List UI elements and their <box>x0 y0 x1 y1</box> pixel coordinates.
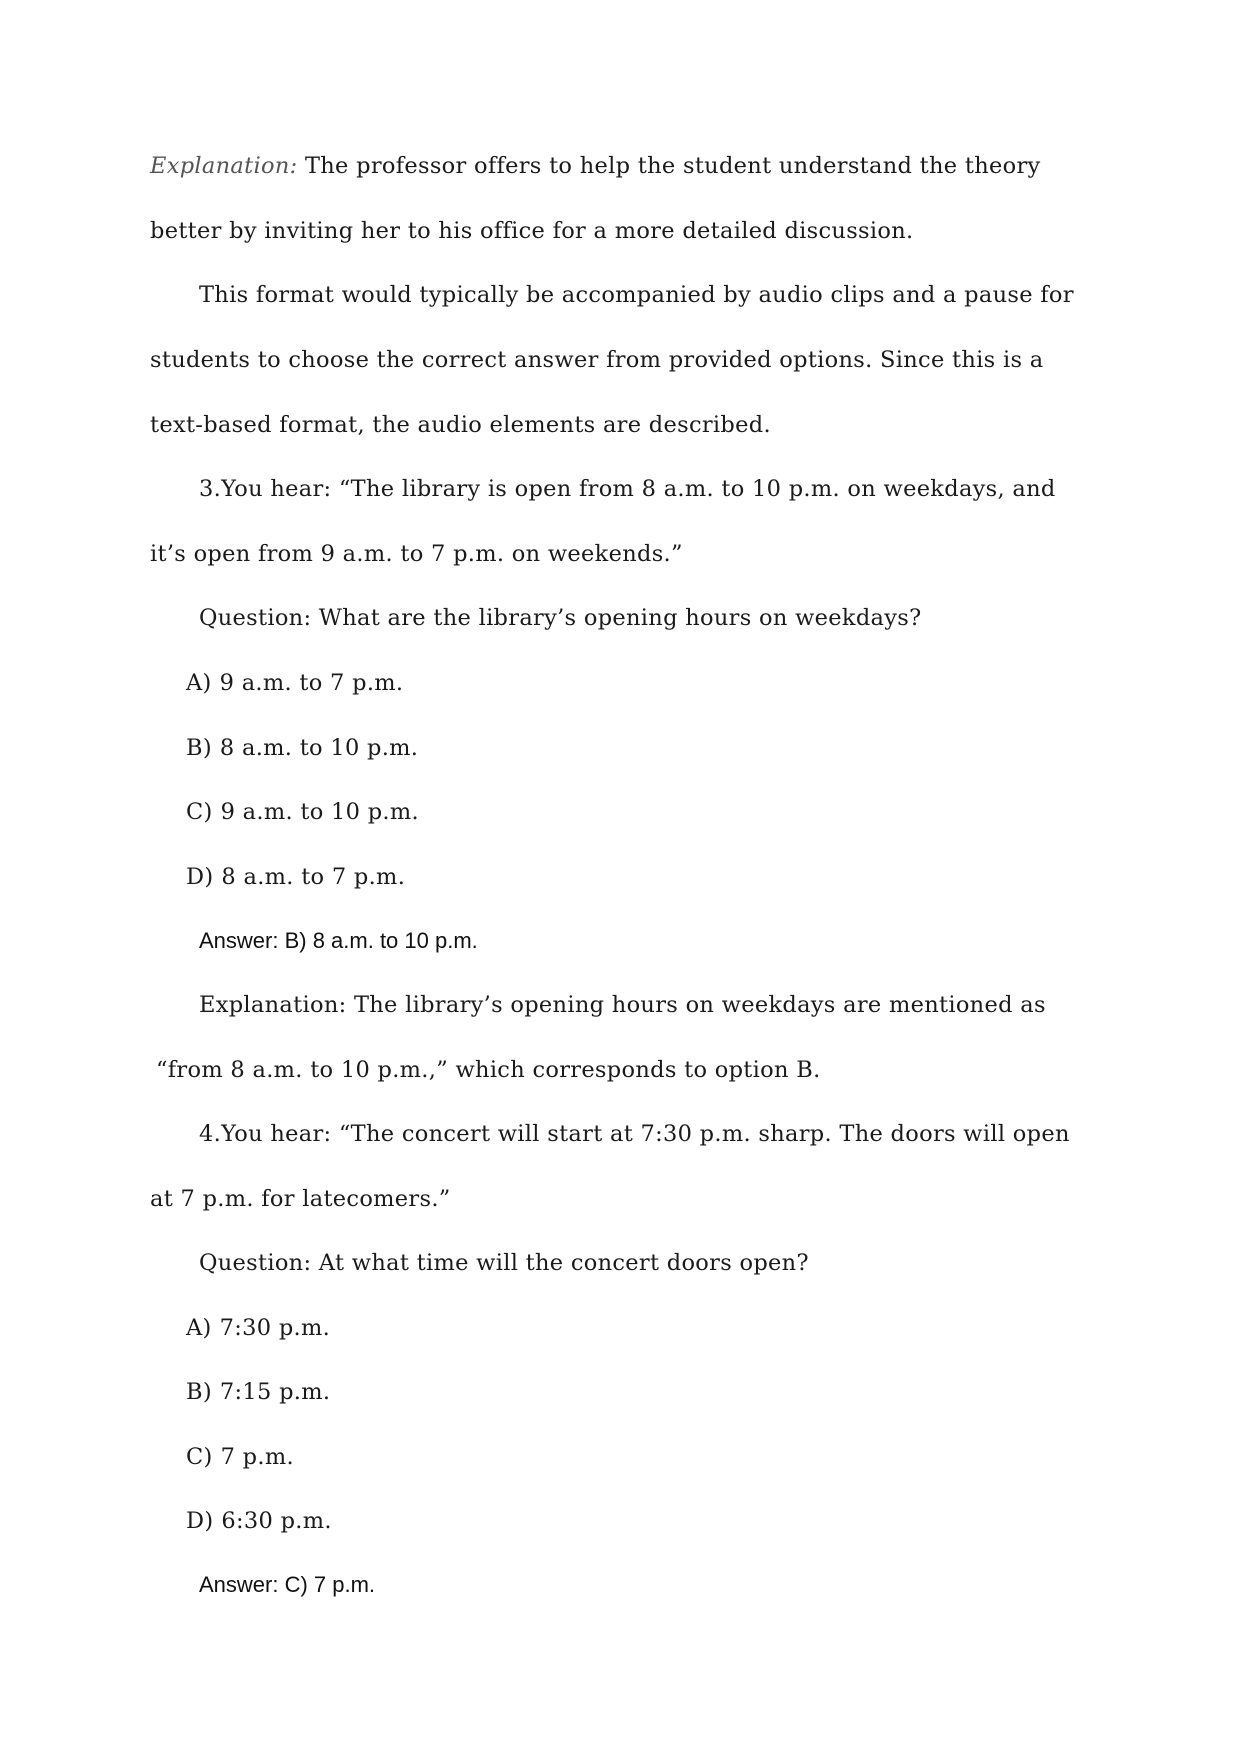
option-text: 8 a.m. to 7 p.m. <box>221 864 406 890</box>
option-text: 8 a.m. to 10 p.m. <box>219 735 419 761</box>
q3-explanation-line-1: Explanation: The library’s opening hours on weekdays are mentioned as <box>199 992 1046 1018</box>
option-letter: A) <box>186 670 212 696</box>
intro-explanation-line-2: better by inviting her to his office for a more detailed discussion. <box>150 218 914 244</box>
intro-explanation-line-1 <box>150 151 1041 181</box>
option-letter: D) <box>186 864 214 890</box>
option-text: 7 p.m. <box>220 1444 294 1470</box>
q4-answer: Answer: C) 7 p.m. <box>199 1572 376 1597</box>
option-letter: B) <box>186 735 212 761</box>
option-text: 7:30 p.m. <box>219 1315 331 1341</box>
option-text: 9 a.m. to 10 p.m. <box>220 799 419 825</box>
q4-you-hear-line-1: 4.You hear: “The concert will start at 7:30 p.m. sharp. The doors will open <box>199 1121 1070 1147</box>
option-letter: B) <box>186 1379 212 1405</box>
intro-explanation-text: The professor offers to help the student understand the theory <box>304 153 1041 179</box>
q4-you-hear-line-2: at 7 p.m. for latecomers.” <box>150 1186 451 1212</box>
format-line-1: This format would typically be accompanied by audio clips and a pause for <box>199 282 1074 308</box>
option-letter: C) <box>186 1444 213 1470</box>
q3-answer: Answer: B) 8 a.m. to 10 p.m. <box>199 928 478 953</box>
option-text: 6:30 p.m. <box>221 1508 332 1534</box>
explanation-label: Explanation: <box>150 153 298 179</box>
q3-you-hear-line-1: 3.You hear: “The library is open from 8 a.m. to 10 p.m. on weekdays, and <box>199 476 1056 502</box>
format-line-3: text-based format, the audio elements are described. <box>150 412 771 438</box>
option-text: 7:15 p.m. <box>219 1379 331 1405</box>
q3-you-hear-line-2: it’s open from 9 a.m. to 7 p.m. on weekends.” <box>150 541 683 567</box>
q3-option-c <box>186 797 419 827</box>
q4-question: Question: At what time will the concert doors open? <box>199 1250 809 1276</box>
q4-option-a <box>186 1313 330 1343</box>
q3-option-b <box>186 733 418 763</box>
q4-option-d <box>186 1506 332 1536</box>
q4-option-b <box>186 1377 330 1407</box>
option-letter: D) <box>186 1508 214 1534</box>
q3-explanation-line-2: “from 8 a.m. to 10 p.m.,” which corresponds to option B. <box>156 1057 821 1083</box>
q3-option-d <box>186 862 405 892</box>
format-line-2: students to choose the correct answer from provided options. Since this is a <box>150 347 1044 373</box>
q4-option-c <box>186 1442 294 1472</box>
option-letter: A) <box>186 1315 212 1341</box>
q3-option-a <box>186 668 403 698</box>
option-letter: C) <box>186 799 213 825</box>
q3-question: Question: What are the library’s opening hours on weekdays? <box>199 605 922 631</box>
option-text: 9 a.m. to 7 p.m. <box>219 670 404 696</box>
